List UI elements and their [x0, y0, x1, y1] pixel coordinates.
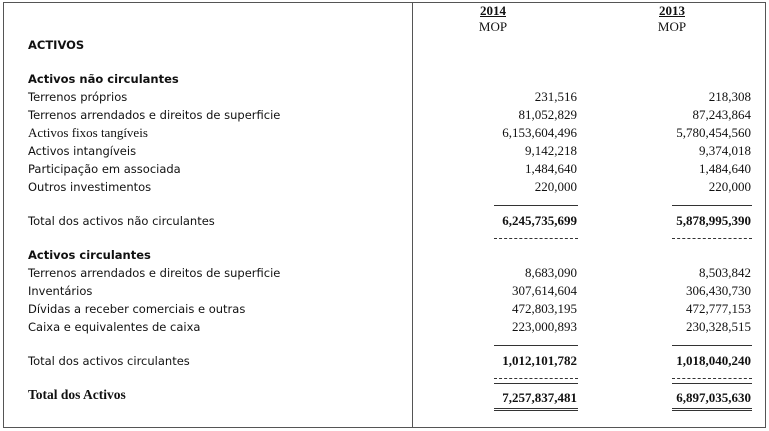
col-2014-currency: MOP	[478, 19, 508, 34]
row-value-2013: 306,430,730	[686, 283, 751, 298]
grand-total-label: Total dos Activos	[28, 387, 126, 402]
total-dash-rule	[494, 238, 578, 239]
row-value-2014: 223,000,893	[512, 319, 577, 334]
non-current-total-label: Total dos activos não circulantes	[28, 214, 215, 228]
grand-total-2014: 7,257,837,481	[502, 390, 577, 405]
current-total-2013: 1,018,040,240	[676, 353, 751, 368]
non-current-total-2013: 5,878,995,390	[676, 213, 751, 228]
grand-total-2013: 6,897,035,630	[676, 390, 751, 405]
column-divider	[412, 3, 413, 427]
total-dash-rule	[672, 238, 752, 239]
row-value-2014: 81,052,829	[518, 107, 577, 122]
row-value-2013: 220,000	[708, 179, 751, 194]
subtotal-rule	[672, 205, 752, 206]
current-heading: Activos circulantes	[28, 248, 151, 262]
row-value-2014: 1,484,640	[525, 161, 577, 176]
non-current-total-2014: 6,245,735,699	[502, 213, 577, 228]
row-value-2013: 218,308	[708, 89, 751, 104]
subtotal-rule	[494, 345, 578, 346]
row-value-2014: 220,000	[534, 179, 577, 194]
grand-total-double-rule	[672, 408, 752, 411]
total-rule	[494, 383, 578, 384]
total-dash-rule	[672, 378, 752, 379]
row-value-2014: 231,516	[534, 89, 577, 104]
total-dash-rule	[494, 378, 578, 379]
total-rule	[672, 383, 752, 384]
row-value-2013: 230,328,515	[686, 319, 751, 334]
row-label: Participação em associada	[28, 162, 181, 176]
row-value-2014: 8,683,090	[525, 265, 577, 280]
section-title: ACTIVOS	[28, 38, 85, 52]
subtotal-rule	[672, 345, 752, 346]
row-value-2013: 1,484,640	[699, 161, 751, 176]
row-value-2014: 9,142,218	[525, 143, 577, 158]
current-total-2014: 1,012,101,782	[502, 353, 577, 368]
row-value-2014: 6,153,604,496	[502, 125, 577, 140]
row-value-2014: 472,803,195	[512, 301, 577, 316]
row-value-2013: 9,374,018	[699, 143, 751, 158]
col-2014-year: 2014	[480, 3, 506, 18]
row-label: Activos intangíveis	[28, 144, 137, 158]
row-label: Dívidas a receber comerciais e outras	[28, 302, 246, 316]
row-value-2013: 87,243,864	[692, 107, 751, 122]
row-label: Caixa e equivalentes de caixa	[28, 320, 201, 334]
col-2013-currency: MOP	[657, 19, 687, 34]
grand-total-double-rule	[494, 408, 578, 411]
row-label: Terrenos arrendados e direitos de superficie	[28, 108, 281, 122]
row-label: Terrenos arrendados e direitos de superficie	[28, 266, 281, 280]
row-value-2014: 307,614,604	[512, 283, 577, 298]
row-label: Terrenos próprios	[28, 90, 128, 104]
row-value-2013: 5,780,454,560	[676, 125, 751, 140]
non-current-heading: Activos não circulantes	[28, 72, 179, 86]
row-value-2013: 8,503,842	[699, 265, 751, 280]
row-label: Inventários	[28, 284, 93, 298]
row-label: Outros investimentos	[28, 180, 152, 194]
subtotal-rule	[494, 205, 578, 206]
col-2013-year: 2013	[659, 3, 685, 18]
current-total-label: Total dos activos circulantes	[28, 354, 190, 368]
row-value-2013: 472,777,153	[686, 301, 751, 316]
row-label: Activos fixos tangíveis	[28, 125, 148, 140]
